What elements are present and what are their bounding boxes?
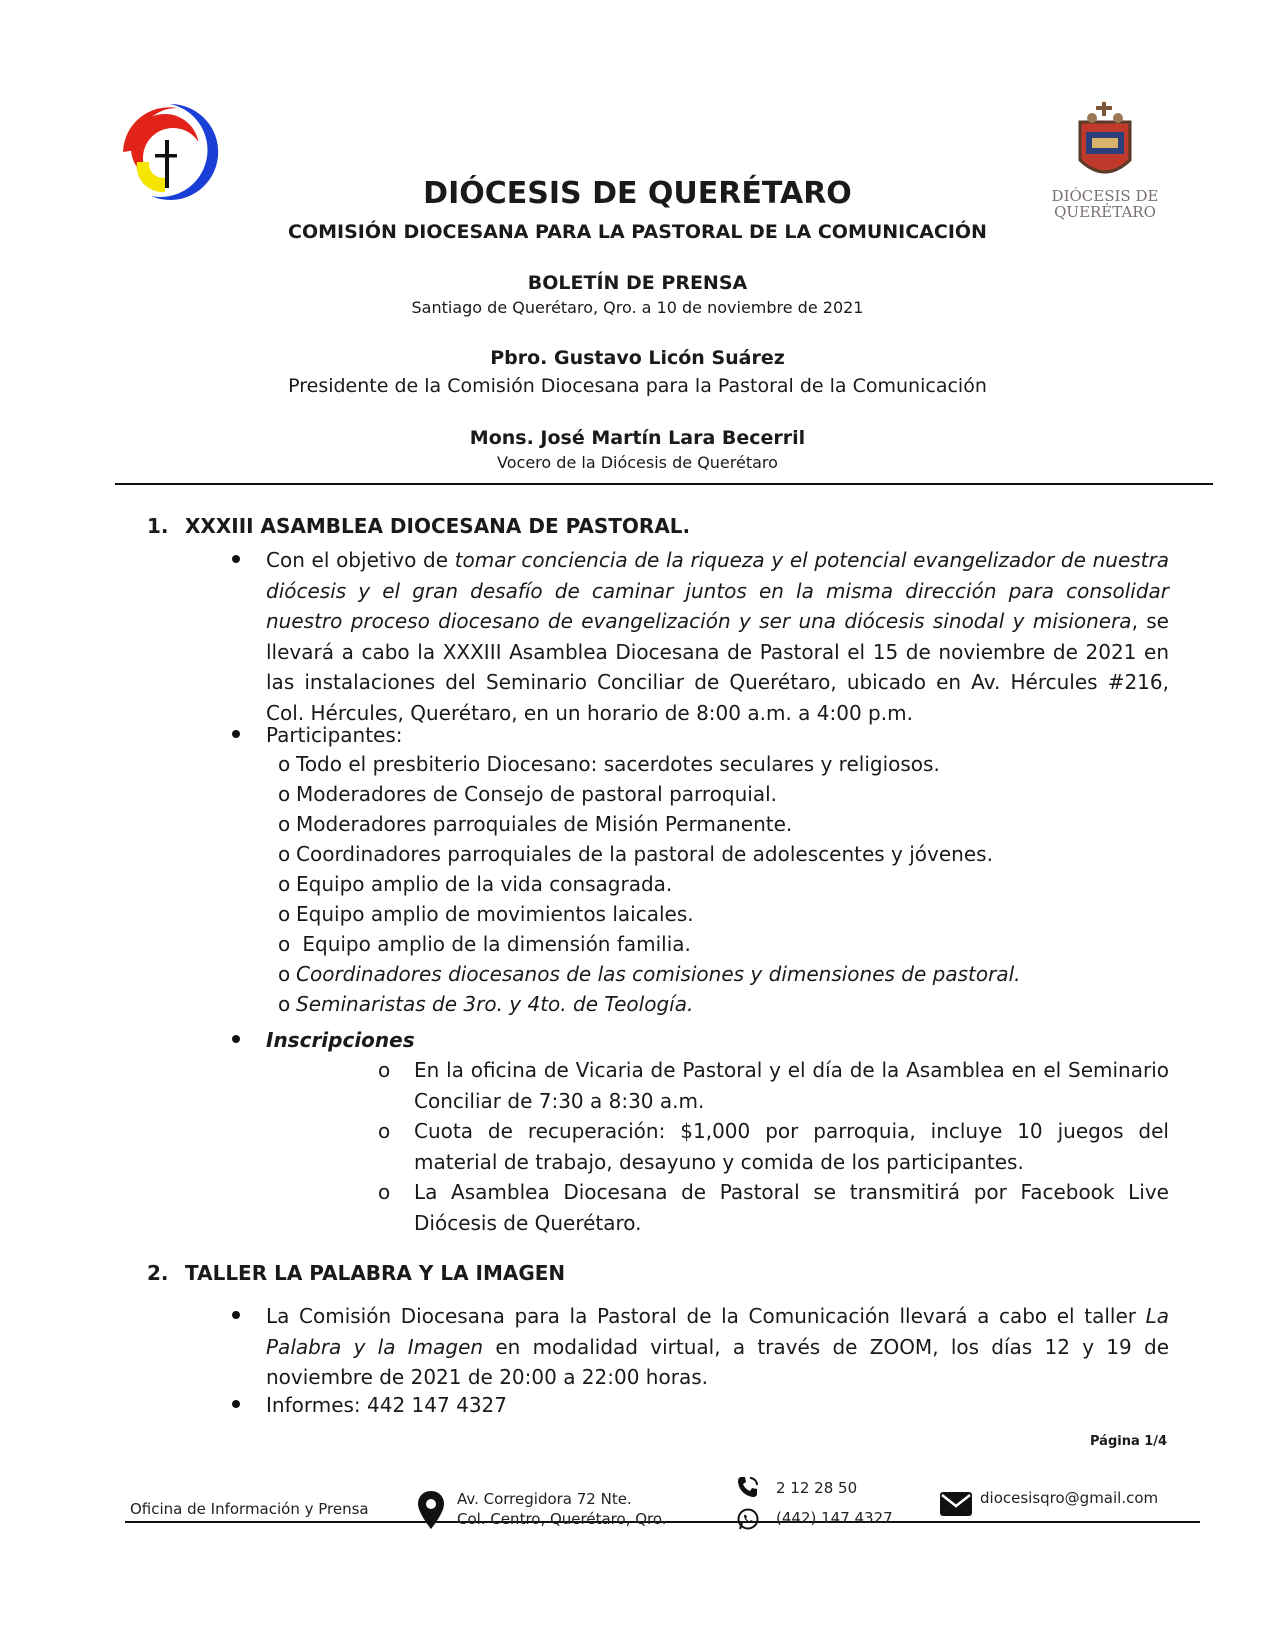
paragraph-text: Con el objetivo de [266,548,455,572]
paragraph-text: La Comisión Diocesana para la Pastoral de la Comunicación llevará a cabo el taller [266,1304,1146,1328]
list-item: o Coordinadores parroquiales de la pastoral de adolescentes y jóvenes. [278,842,993,866]
person1-name: Pbro. Gustavo Licón Suárez [490,347,785,369]
list-item: o Equipo amplio de movimientos laicales. [278,902,694,926]
footer-office: Oficina de Información y Prensa [130,1500,369,1518]
list-item: o Moderadores de Consejo de pastoral parroquial. [278,782,778,806]
section-2-title: TALLER LA PALABRA Y LA IMAGEN [185,1261,566,1285]
paragraph-italic-text: tomar conciencia de la riqueza y el potencial evangelizador de nuestra diócesis y el gran desafío de caminar juntos en la misma dirección para consolidar nuestro proceso diocesano de evangelización y ser una diócesis sinodal y misionera [266,548,1169,633]
mail-icon [940,1492,972,1516]
list-item: o Moderadores parroquiales de Misión Permanente. [278,812,793,836]
list-item: o La Asamblea Diocesana de Pastoral se transmitirá por Facebook Live Diócesis de Querétaro. [378,1180,1169,1235]
header-divider [115,483,1213,485]
footer-phone: 2 12 28 50 [776,1479,858,1497]
paragraph-text: en modalidad virtual, a través de ZOOM, los días 12 y 19 de noviembre de 2021 de 20:00 a 22:00 horas. [266,1334,1170,1389]
section-1-number: 1. [147,514,169,538]
footer-address-1: Av. Corregidora 72 Nte. [457,1490,632,1508]
crest-line-1: DIÓCESIS DE [1051,187,1159,205]
paragraph-text: , se llevará a cabo la XXXIII Asamblea Diocesana de Pastoral el 15 de noviembre de 2021 en las instalaciones del Seminario Conciliar de Querétaro, ubicado en Av. Hércules #216, Col. Hércules, Querétaro, en un horario de 8:00 a.m. a 4:00 p.m. [266,609,1169,725]
section-2-heading [147,1261,565,1285]
document-subtitle: COMISIÓN DIOCESANA PARA LA PASTORAL DE LA COMUNICACIÓN [288,221,987,243]
list-item: o Seminaristas de 3ro. y 4to. de Teología. [278,992,694,1016]
participants-list [278,749,1021,1019]
bullet [232,1035,240,1043]
bullet [232,1311,240,1319]
document-title: DIÓCESIS DE QUERÉTARO [423,176,852,211]
bullet [232,1400,240,1408]
list-item: o En la oficina de Vicaria de Pastoral y el día de la Asamblea en el Seminario Conciliar de 7:30 a 8:30 a.m. [378,1058,1169,1113]
inscripciones-label: Inscripciones [266,1028,415,1052]
section-1-title: XXXIII ASAMBLEA DIOCESANA DE PASTORAL. [185,514,691,538]
location-pin-icon [418,1491,444,1529]
footer-whatsapp: (442) 147 4327 [776,1509,893,1527]
bullet [232,555,240,563]
paragraph-italic-text: La Palabra y la Imagen [266,1304,1169,1359]
footer-address-2: Col. Centro, Querétaro, Qro. [457,1510,667,1528]
section-2-info: Informes: 442 147 4327 [266,1393,507,1417]
bulletin-date: Santiago de Querétaro, Qro. a 10 de noviembre de 2021 [411,298,864,317]
list-item: o Equipo amplio de la vida consagrada. [278,872,673,896]
whatsapp-icon [736,1507,760,1531]
section-1-paragraph [266,545,1169,728]
person2-name: Mons. José Martín Lara Becerril [469,427,806,449]
bulletin-heading: BOLETÍN DE PRENSA [527,272,748,294]
list-item: o Coordinadores diocesanos de las comisiones y dimensiones de pastoral. [278,962,1021,986]
person1-role: Presidente de la Comisión Diocesana para la Pastoral de la Comunicación [288,375,987,397]
participants-label: Participantes: [266,723,403,747]
section-2-number: 2. [147,1261,169,1285]
person2-role: Vocero de la Diócesis de Querétaro [497,453,778,472]
page-number: Página 1/4 [1090,1434,1168,1449]
bullet [232,730,240,738]
inscripciones-list [378,1055,1169,1238]
footer-email: diocesisqro@gmail.com [980,1489,1159,1507]
crest-line-2: QUERÉTARO [1054,203,1156,221]
section-1-heading [147,514,690,538]
list-item: o Todo el presbiterio Diocesano: sacerdotes seculares y religiosos. [278,752,940,776]
list-item: o Cuota de recuperación: $1,000 por parroquia, incluye 10 juegos del material de trabajo, desayuno y comida de los participantes. [378,1119,1169,1174]
section-2-paragraph [266,1301,1169,1393]
phone-icon [736,1475,760,1499]
list-item: o Equipo amplio de la dimensión familia. [278,932,691,956]
